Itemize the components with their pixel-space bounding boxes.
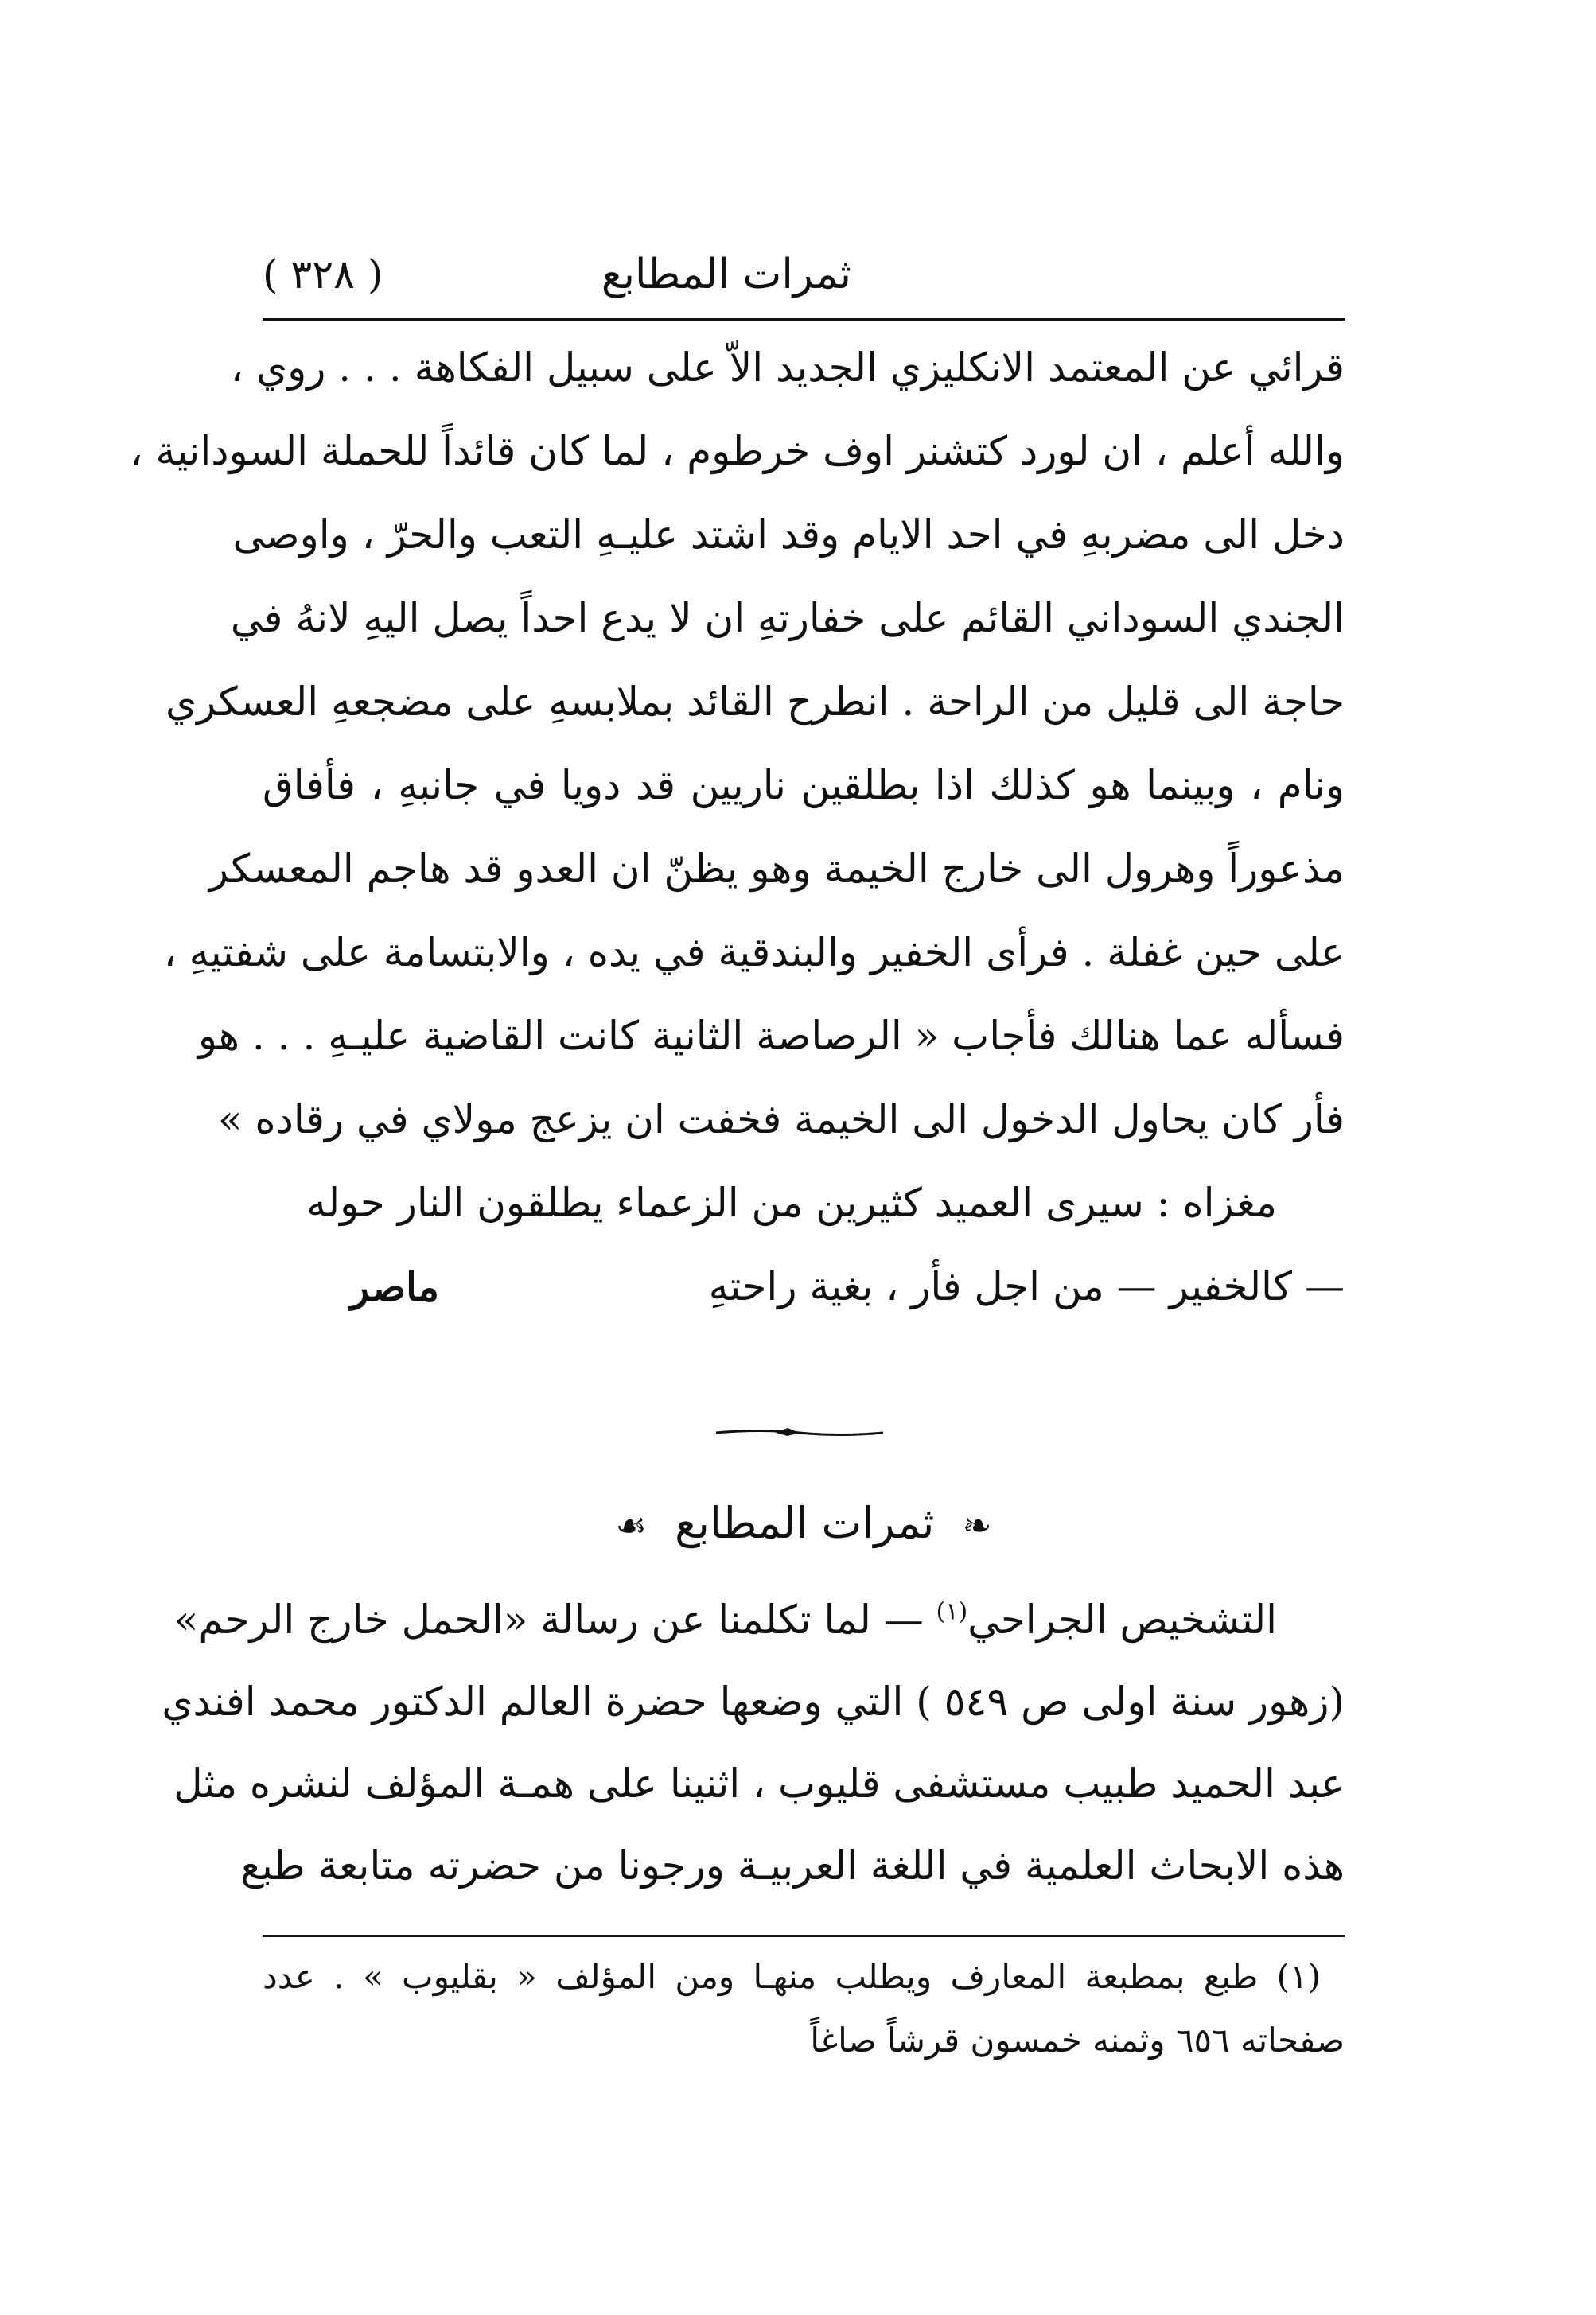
section-line: (زهور سنة اولى ص ٥٤٩ ) التي وضعها حضرة العالم الدكتور محمد افندي <box>162 1679 1345 1725</box>
section-first-line <box>173 1579 1345 1661</box>
section-first-line-rest: — لما تكلمنا عن رسالة «الحمل خارج الرحم» <box>173 1597 936 1643</box>
body-line: الجندي السوداني القائم على خفارتهِ ان لا يدع احداً يصل اليهِ لانهُ في <box>230 595 1345 641</box>
moral-line: مغزاه : سيرى العميد كثيرين من الزعماء يطلقون النار حوله <box>306 1180 1277 1226</box>
body-line: حاجة الى قليل من الراحة . انطرح القائد بملابسهِ على مضجعهِ العسكري <box>165 679 1345 725</box>
signature-line <box>263 1245 1345 1329</box>
flourish-left-icon: ☙ <box>615 1506 647 1547</box>
footnote-line: (١) طبع بمطبعة المعارف ويطلب منهـا ومن المؤلف « بقليوب » . عدد <box>263 1957 1321 1996</box>
body-line: والله أعلم ، ان لورد كتشنر اوف خرطوم ، لما كان قائداً للحملة السودانية ، <box>130 428 1345 474</box>
footnote-rule <box>263 1935 1345 1937</box>
separator-ornament <box>712 1424 887 1440</box>
body-line: مذعوراً وهرول الى خارج الخيمة وهو يظنّ ان العدو قد هاجم المعسكر <box>208 846 1345 892</box>
body-line: فأر كان يحاول الدخول الى الخيمة فخفت ان يزعج مولاي في رقاده » <box>217 1096 1345 1142</box>
section-lead: التشخيص الجراحي <box>967 1597 1277 1643</box>
section-line: عبد الحميد طبيب مستشفى قليوب ، اثنينا على همـة المؤلف لنشره مثل <box>173 1761 1345 1807</box>
header-rule <box>263 318 1345 321</box>
body-line: ونام ، وبينما هو كذلك اذا بطلقين ناريين قد دويا في جانبهِ ، فأفاق <box>263 762 1345 808</box>
body-line: على حين غفلة . فرأى الخفير والبندقية في يده ، والابتسامة على شفتيهِ ، <box>163 929 1345 975</box>
flourish-right-icon: ❧ <box>962 1506 992 1547</box>
section-body <box>162 1579 1345 1907</box>
section-line: هذه الابحاث العلمية في اللغة العربيـة ورجونا من حضرته متابعة طبع <box>240 1842 1345 1889</box>
running-title: ثمرات المطابع <box>601 251 851 298</box>
footnote <box>263 1945 1345 2072</box>
body-line: دخل الى مضربهِ في احد الايام وقد اشتد عليـهِ التعب والحرّ ، واوصى <box>232 512 1345 558</box>
section-title: ثمرات المطابع <box>675 1498 935 1548</box>
section-heading <box>263 1480 1345 1567</box>
body-line: قرائي عن المعتمد الانكليزي الجديد الاّ على سبيل الفكاهة . . . روي ، <box>230 344 1345 391</box>
author-signature: ماصر <box>350 1263 440 1310</box>
footnote-marker: (١) <box>936 1597 968 1626</box>
page-number: ( ٣٢٨ ) <box>263 251 383 298</box>
body-line: فسأله عما هنالك فأجاب « الرصاصة الثانية كانت القاضية عليـهِ . . . هو <box>197 1013 1345 1059</box>
closing-text: — كالخفير — من اجل فأر ، بغية راحتهِ <box>708 1263 1345 1309</box>
footnote-line: صفحاته ٦٥٦ وثمنه خمسون قرشاً صاغاً <box>810 2021 1345 2060</box>
running-header <box>263 239 1345 310</box>
article-body <box>130 326 1345 1329</box>
